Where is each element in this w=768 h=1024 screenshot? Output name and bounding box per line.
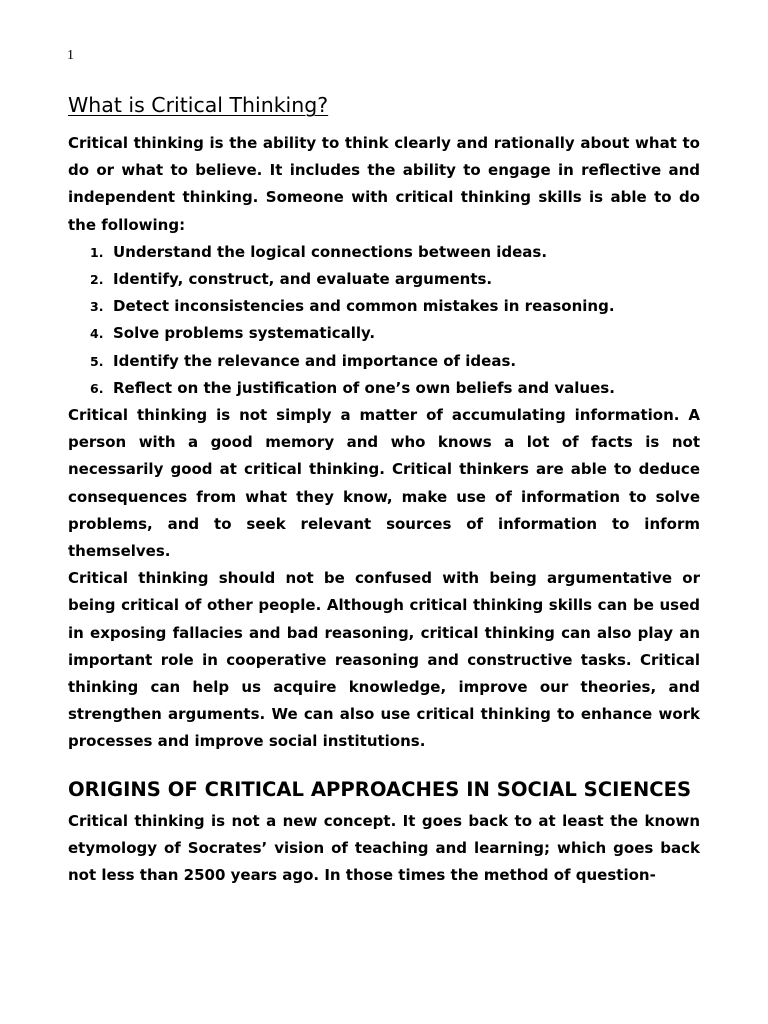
intro-paragraph: Critical thinking is the ability to think clearly and rationally about what to do or what to believe. It includes the ability to engage in reflective and independent thinking. Someone with critical thinking skills is able to do the following: — [68, 134, 700, 234]
list-item — [68, 375, 700, 402]
body-paragraph: Critical thinking should not be confused with being argumentative or being critical of other people. Although critical thinking skills can be used in exposing fallacies and bad reasoning, critical thinking can also play an important role in cooperative reasoning and constructive tasks. Critical thinking can help us acquire knowledge, improve our theories, and strengthen arguments. We can also use critical thinking to enhance work processes and improve social institutions. — [68, 569, 700, 751]
list-item-text: Detect inconsistencies and common mistakes in reasoning. — [113, 297, 615, 316]
list-item-text: Identify, construct, and evaluate arguments. — [113, 270, 493, 289]
list-item-text: Solve problems systematically. — [113, 324, 376, 343]
body-paragraph: Critical thinking is not a new concept. It goes back to at least the known etymology of Socrates’ vision of teaching and learning; which goes back not less than 2500 years ago. In those times the method of question- — [68, 811, 700, 885]
list-item-text: Reflect on the justification of one’s own beliefs and values. — [113, 378, 615, 397]
section-title: What is Critical Thinking? — [68, 93, 329, 117]
list-item — [68, 266, 700, 293]
list-item-number: 5. — [90, 353, 104, 369]
body-paragraph: Critical thinking is not simply a matter of accumulating information. A person with a good memory and who knows a lot of facts is not necessarily good at critical thinking. Critical thinkers are able to deduce consequences from what they know, make use of information to solve problems, and to seek relevant sources of information to inform themselves. — [68, 406, 700, 561]
list-item — [68, 320, 700, 347]
list-item — [68, 293, 700, 320]
section-heading: ORIGINS OF CRITICAL APPROACHES IN SOCIAL SCIENCES — [68, 777, 692, 801]
skills-list — [68, 239, 700, 402]
list-item-number: 1. — [90, 244, 104, 260]
list-item-number: 4. — [90, 326, 104, 342]
page-content — [68, 90, 700, 889]
list-item — [68, 239, 700, 266]
list-item-text: Identify the relevance and importance of ideas. — [113, 351, 517, 370]
list-item-number: 3. — [90, 299, 104, 315]
page-number: 1 — [67, 48, 74, 63]
list-item-number: 6. — [90, 380, 104, 396]
list-item — [68, 348, 700, 375]
list-item-number: 2. — [90, 272, 104, 288]
list-item-text: Understand the logical connections between ideas. — [113, 242, 548, 261]
